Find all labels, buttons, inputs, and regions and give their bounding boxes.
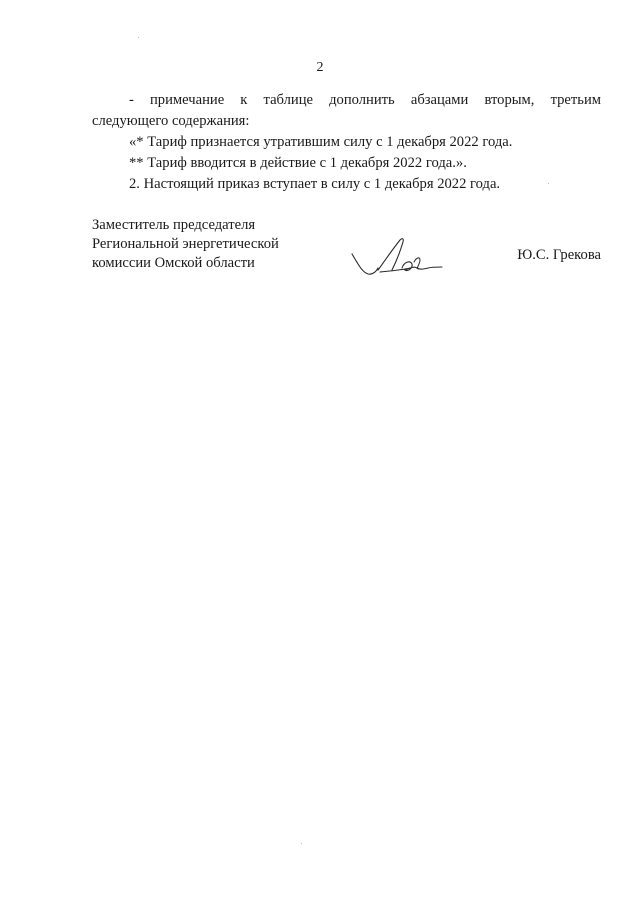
signatory-position-line-1: Заместитель председателя bbox=[92, 217, 256, 233]
document-body bbox=[92, 90, 601, 195]
signatory-position bbox=[92, 216, 332, 273]
paragraph-effective-date: 2. Настоящий приказ вступает в силу с 1 декабря 2022 года. bbox=[129, 176, 501, 192]
paragraph-footnote-1: «* Тариф признается утратившим силу с 1 декабря 2022 года. bbox=[129, 134, 513, 150]
paragraph-note-addition: - примечание к таблице дополнить абзацами вторым, третьим bbox=[129, 92, 601, 108]
paragraph-content-intro: следующего содержания: bbox=[92, 113, 250, 129]
page-number: 2 bbox=[316, 60, 324, 75]
scan-speck bbox=[138, 37, 139, 38]
scan-speck bbox=[548, 183, 549, 184]
signatory-position-line-2: Региональной энергетической bbox=[92, 236, 279, 252]
scan-speck bbox=[301, 843, 302, 844]
signatory-name: Ю.С. Грекова bbox=[517, 247, 601, 263]
handwritten-signature bbox=[350, 232, 450, 278]
signatory-position-line-3: комиссии Омской области bbox=[92, 255, 255, 271]
paragraph-footnote-2: ** Тариф вводится в действие с 1 декабря 2022 года.». bbox=[129, 155, 467, 171]
signature-block bbox=[92, 216, 601, 276]
